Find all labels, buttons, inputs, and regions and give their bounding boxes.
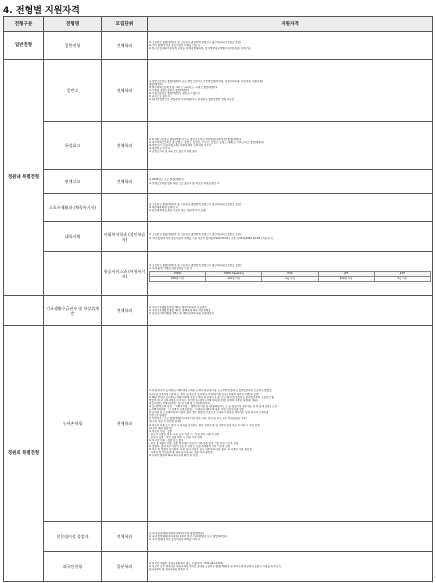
qualification-line: ② 특수목적고등학교 중 과학고, 외국어고, 국제고 졸업(예정)자 [149, 85, 218, 89]
qualification-line: ② 연계고교전형 협약 대상 고교 출신자 중 학교장 추천을 받은 자 [149, 181, 220, 185]
qualification-cell [148, 552, 433, 582]
table-row [4, 522, 433, 552]
qualification-cell [148, 326, 433, 522]
type-cell: 외국인전형 [44, 552, 102, 582]
qualification-line: ⑤ 외국고교 출신자 [149, 95, 170, 99]
language-table-cell: JLPT [374, 272, 430, 277]
qualification-line: ② 해당 본인만 농어촌(도서벽지)지역 포함 소재지 학교에서 초·중·고교 12년간(초등학교 입학일로부터 고등학교 졸 [149, 395, 274, 399]
qualification-cell [148, 122, 433, 170]
qualification-line: ② 대한체육회에 등록된 자 [149, 205, 178, 209]
qualification-line: ② 국내 일반대학(학사학위) 2학년 이상 수료(예정)자 또는 졸업(예정)자 [149, 534, 228, 538]
qualification-line: ① 고등학교 졸업(예정)자 및 고등학교 졸업학력 검정고시 출신자(외국고등학교 포함) [149, 233, 242, 237]
qualification-line: ④ 대안학교 이수자 [149, 147, 170, 151]
qualification-cell [148, 252, 433, 296]
qualification-line: ※ 자격기간 : 고교 졸업(예정)자 (1년 이상 연속 거주, 본인 및 부모 모두 주민등록상 거주) [149, 417, 247, 421]
qualification-line: ② 특수목적고등학교 중 공업고, 상업고, 농업고, 수산고, 실업고, 농업고, 해양고, 마이스터고 졸업(예정)자 [149, 140, 265, 144]
type-cell: 스포츠재활과 (체육특기자) [44, 194, 102, 222]
admission-table [3, 16, 433, 582]
table-row [4, 222, 433, 252]
qualification-line: ③ 기타 법령에 의한 동등이상의 학력을 가진 자 [149, 538, 201, 542]
type-cell: 전문대이상 졸업자 [44, 522, 102, 552]
type-cell: 대학자체 [44, 222, 102, 252]
qualification-line: ① 학생 본인이 농어촌(도서벽지)에 소재한 소재지 학교에서 중·고교 6년간(중학교 입학일로부터 고등학교 졸업일 [149, 389, 272, 393]
qualification-cell [148, 296, 433, 326]
table-row [4, 60, 433, 122]
qualification-line: ① 부모의 사망 : 실종 [149, 429, 173, 433]
qualification-line: ② 기타 법령에 의한 동등이상의 학력을 가진 자 [149, 43, 201, 47]
page-title: 4. 전형별 지원자격 [3, 6, 80, 16]
qualification-cell [148, 522, 433, 552]
qualification-line: [부모의 사망 시 본인만 판정] [149, 420, 181, 424]
qualification-line: [부모의 예외 적용자] [149, 426, 172, 430]
qualification-line: - 부모 중 1명이 사망, 실종 경우에는 부모의 사망·실종 일자 기준 이전 기간은 인정 [149, 442, 239, 446]
qualification-line: 업일까지) 전 교육과정을 이수하고, 본인만 농어촌(도서벽지)지역 포함) 지역에 거주한 학생(부 제외) [149, 398, 258, 402]
table-header-row [4, 17, 433, 32]
qualification-cell [148, 222, 433, 252]
qualification-line: ③ 일반고의 고교(직업교육) 과정에 위탁 교육과정 이수자 [149, 143, 212, 147]
header-cell: 전형명 [44, 17, 102, 32]
group-cell: 정원내 특별전형 [4, 60, 44, 296]
table-row [4, 326, 433, 522]
unit-cell: 전체학과 [102, 326, 148, 522]
unit-cell: 사회복지학과 (성인학습자) [102, 222, 148, 252]
language-table-cell: 3급 이상 [374, 277, 430, 282]
language-table-cell: 4급 이상 [262, 277, 318, 282]
qualification-line: ① 특성화고등학교 졸업(예정)자 또는 종합고등학교 전문계열(전문과정) 졸업(예정)자 [149, 137, 242, 141]
qualification-line: ④ 부모 중 일방의 장기복무, 유학 등의 사유로 상시 거주지와 다른 경우, 타 가족의 거주 불인정 [149, 448, 252, 452]
qualification-line: ※ 부모의 이혼 또는 별거 시 자격을 유지하는 경우 친권자 중 한 사람과 동일 주소지 거주 시 자격 인정 [149, 423, 260, 427]
qualification-line: ③ 학교체육에 등록된 사실이 있는 개인(특기자 포함) [149, 209, 207, 213]
qualification-line: ① 국내 전문대학(전문학사학위) 이상 졸업(예정)자 [149, 531, 205, 535]
qualification-line: ① 일반고등학교 졸업(예정)자 또는 종합고등학교 인문계열(일반과정, 인문사회과정, 자연과정, 보통과정) [149, 79, 263, 83]
type-cell [44, 252, 102, 296]
qualification-line: ① 고등학교 졸업(예정)자 및 고등학교 졸업학력 검정고시 출신자(외국고등학교 포함) [149, 40, 242, 44]
language-table-cell: TOEIC [150, 272, 206, 277]
qualification-line: ① 2025년도 고교 졸업(예정)자 [149, 178, 184, 182]
table-row [4, 32, 433, 60]
language-table-cell: 600점 이상 [150, 277, 206, 282]
qualification-line: ① 외국인 전형은 국제교류원에서 별도 모집(문의 : 031-441-1157) [149, 561, 224, 565]
qualification-line: ③ 자율형 공립고등학교 졸업(예정)자 [149, 88, 190, 92]
header-cell: 지원자격 [148, 17, 433, 32]
unit-cell: 전체학과 [102, 296, 148, 326]
qualification-line: - 부모의 실종 : 부모 실종 확인 시 이전 거주 인정 [149, 435, 203, 439]
language-table-cell: HSK [262, 272, 318, 277]
language-table-cell: TOEIC Speaking [206, 272, 262, 277]
language-table-cell: 500점 이상 [318, 277, 374, 282]
type-cell: 기초생활수급권자 및 차상위계층 [44, 296, 102, 326]
qualification-line: ※ 정시모집 대학수학능력 시험을 성적에 반영하며, 응시계열에 관계없이 학과(전공) 선택 가능 [149, 47, 252, 51]
qualification-line: ③ 입양자, 별세 1인 이상의 보호자 인정 시 보호자에게서 거주 기간이 인정 [149, 445, 230, 449]
qualification-line: ② 부모가 모두 외국인인 외국국적자 자녀로 국내외 고등학교 졸업(예정)자 및 외국소재 학교에서 초중고 과정을 이수한 자 [149, 564, 282, 568]
table-row [4, 122, 433, 170]
header-cell: 전형구분 [4, 17, 44, 32]
qualification-line: ② 아래 표에 기재된 어학성적을 가진 자 [149, 267, 193, 270]
qualification-line: 도서벽지지역은 「도서벽지 교육진흥법」 시행규칙 제2조에 따른 지역 고등학교를 말함 [149, 408, 245, 412]
qualification-line: ② 부모의 이혼 : 실종 또는 별거 [149, 438, 184, 442]
qualification-line: - 부모가 사망한 경우, 부모 모두 사망 시 : 사망 전의 거주지 인정 [149, 432, 220, 436]
type-cell: 일반전형 [44, 32, 102, 60]
language-score-table [149, 271, 431, 282]
qualification-cell [148, 32, 433, 60]
table-row [4, 170, 433, 194]
language-table-values [150, 277, 431, 282]
qualification-line: 외국국적자 및 외국국적을 취득한 자 [149, 568, 189, 572]
qualification-line: 까지) 전 교육과정 이수하고, 본인 및 부모가 농어촌(도서벽지)지역 포함) 지역에 거주한 사람(부 포함) [149, 392, 260, 396]
unit-cell: 일부학과 [102, 552, 148, 582]
qualification-cell [148, 60, 433, 122]
unit-cell: 전체학과 [102, 170, 148, 194]
group-cell: 일반전형 [4, 32, 44, 60]
group-cell [4, 296, 44, 326]
unit-cell: 전체학과 [102, 32, 148, 60]
language-table-cell: JPT [318, 272, 374, 277]
unit-cell: 전체학과 [102, 522, 148, 552]
qualification-cell [148, 194, 433, 222]
qualification-line: ※ 자격은 형편에 따라 추가서류 확인 후 인정 [149, 454, 198, 458]
table-row [4, 252, 433, 296]
qualification-line: - 거주지 및 주민등록 중 하나에 어긋나는 경우 자격 불인정 [149, 451, 213, 455]
qualification-line: ② 국민기초생활보장법 제2조 제10호에 따른 차상위계층 [149, 308, 211, 312]
type-cell: 농어촌학생 [44, 326, 102, 522]
qualification-line: ③ 한부모가족지원법 제5조 및 제5조의2에 따른 지원대상자 [149, 312, 214, 316]
table-row [4, 552, 433, 582]
qualification-line: ※ 농어촌학교라 함은 「지방자치법」 제3조에 의한 읍·면(통폐합시도 도·농 통합시의 경우에도 음·면·동에 한함), 도서 [149, 404, 277, 408]
qualification-line: ※ 농어촌(도서벽지)지역 : 읍·면 지역 및 도서(벽지)지역 [149, 401, 210, 405]
unit-cell: 항공서비스과 (어학특기자) [102, 252, 148, 296]
qualification-line: ① 국민기초생활보장법 제2조 제1호에 따른 수급권자 [149, 305, 207, 309]
unit-cell: 전체학과 [102, 122, 148, 170]
qualification-cell [148, 170, 433, 194]
qualification-line: ④ 자율고등학교 졸업(예정)자 검정고시 출신자 [149, 92, 200, 96]
qualification-line: ② 기타 법령에 의한 동등이상의 학력을 가진 자로서 입학일(2025.03.01.) 기준 만30세(1995.02.28.) 이상인 자 [149, 236, 273, 240]
group-cell: 정원외 특별전형 [4, 326, 44, 582]
qualification-line: ⑥ [주석] 일반고의 직업과정 이수(예정)자는 특성화고·일반과정반 지원 가능함 [149, 98, 234, 102]
type-cell: 특성화고 [44, 122, 102, 170]
unit-cell [102, 194, 148, 222]
type-cell: 일반고 [44, 60, 102, 122]
header-cell: 모집단위 [102, 17, 148, 32]
qualification-line: ※ 농어촌 및 도서벽지지역 기준은 원서 접수 마감일 기준으로 소재지가 변동된 경우에는 입학 당시의 소재지를 [149, 411, 269, 415]
unit-cell: 전체학과 [102, 60, 148, 122]
language-table-cell: 110점 이상 [206, 277, 262, 282]
qualification-line: ① 고등학교 졸업(예정)자 및 고등학교 졸업학력 검정고시 출신자(외국고등학교 포함) [149, 202, 242, 206]
qualification-line: 기준으로 판정함 [149, 414, 167, 418]
type-cell: 연계고교 [44, 170, 102, 194]
qualification-line: 졸업(예정)자 [149, 82, 164, 86]
table-row [4, 296, 433, 326]
qualification-line: ① 고등학교 졸업(예정)자 및 고등학교 졸업학력 검정고시 출신자(외국고등학교 포함) [149, 263, 242, 267]
table-row [4, 194, 433, 222]
qualification-line: ⑤ 검정고시자 및 외국고교 출신자 지원 불가 [149, 150, 198, 154]
